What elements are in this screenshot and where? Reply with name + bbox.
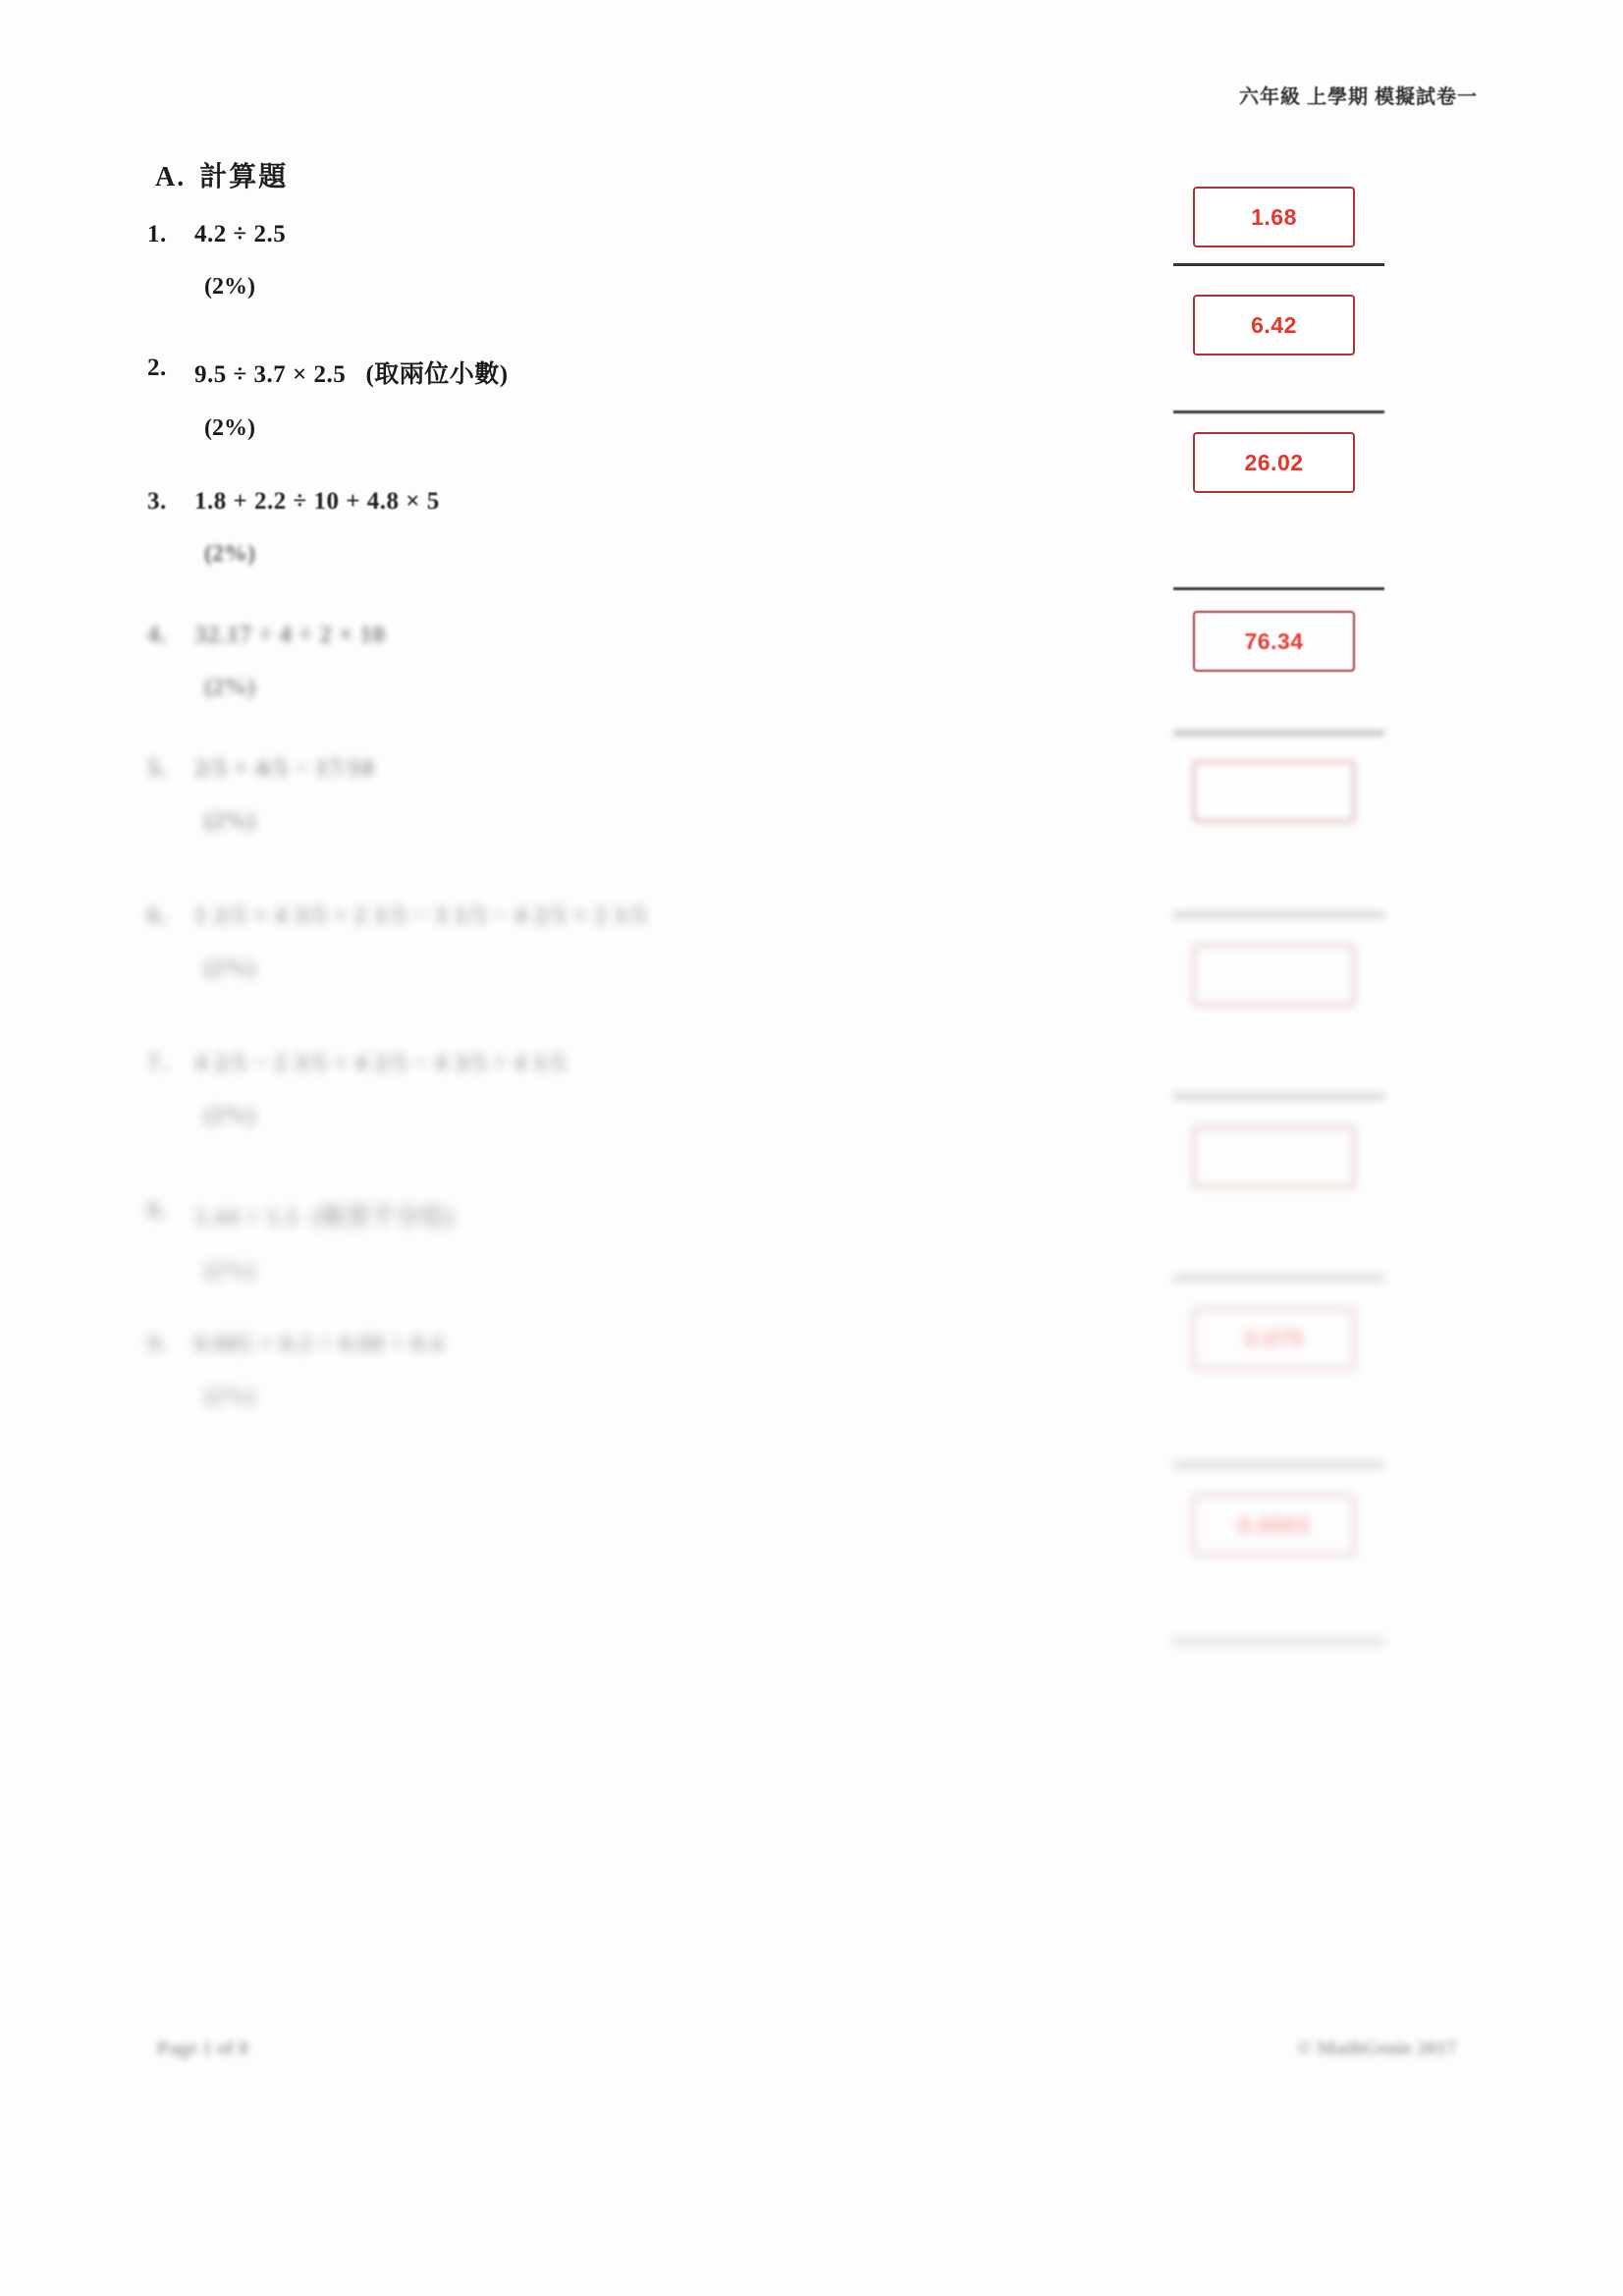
question-marks: (2%) xyxy=(204,808,255,834)
question-list xyxy=(147,221,1129,1464)
question-item xyxy=(147,355,1129,488)
question-number: 4. xyxy=(147,622,167,648)
question-marks: (2%) xyxy=(204,1103,255,1128)
answer-rule xyxy=(1173,1277,1384,1280)
page-title: 六年級 上學期 模擬試卷一 xyxy=(1239,86,1478,108)
question-number: 8. xyxy=(147,1197,167,1224)
answer-rule xyxy=(1173,587,1384,590)
question-number: 7. xyxy=(147,1050,167,1076)
question-text: 9.5 ÷ 3.7 × 2.5 (取兩位小數) xyxy=(194,361,509,388)
section-label: 計算題 xyxy=(199,162,289,192)
answer-box[interactable] xyxy=(1193,295,1355,355)
answer-box[interactable] xyxy=(1193,1495,1355,1556)
answer-box[interactable] xyxy=(1193,945,1355,1006)
answer-value: 6.42 xyxy=(1251,311,1297,338)
answer-rule xyxy=(1173,1640,1384,1643)
question-marks: (2%) xyxy=(204,956,255,981)
question-text: 1.8 + 2.2 ÷ 10 + 4.8 × 5 xyxy=(194,488,440,515)
question-item xyxy=(147,902,1129,1050)
question-number: 2. xyxy=(147,355,167,381)
section-heading xyxy=(155,155,288,194)
answer-value: 26.02 xyxy=(1244,449,1304,475)
answer-rule xyxy=(1173,1463,1384,1466)
question-item xyxy=(147,1050,1129,1197)
question-item xyxy=(147,221,1129,355)
section-letter: A. xyxy=(155,162,187,192)
answer-value: 76.34 xyxy=(1244,628,1304,654)
question-text: 32.17 ÷ 4 ÷ 2 × 10 xyxy=(194,622,386,648)
question-marks: (2%) xyxy=(204,1258,255,1284)
question-marks: (2%) xyxy=(204,274,255,300)
question-item xyxy=(147,755,1129,902)
question-item xyxy=(147,488,1129,622)
question-item xyxy=(147,1197,1129,1331)
answer-box[interactable] xyxy=(1193,1308,1355,1369)
question-number: 6. xyxy=(147,902,167,929)
question-text: 4 2/5 − 2 3/5 + 4 2/5 − 4 3/5 ÷ 4 1/5 xyxy=(194,1050,567,1076)
answer-box[interactable] xyxy=(1193,187,1355,247)
question-marks: (2%) xyxy=(204,1384,255,1409)
question-item xyxy=(147,1331,1129,1464)
question-number: 5. xyxy=(147,755,167,782)
answer-box[interactable] xyxy=(1193,1126,1355,1187)
question-marks: (2%) xyxy=(204,541,255,567)
question-number: 3. xyxy=(147,488,167,515)
answer-rule xyxy=(1173,263,1384,266)
answer-box[interactable] xyxy=(1193,761,1355,822)
question-text: 2/5 + 4/5 − 17/10 xyxy=(194,755,374,782)
answer-box[interactable] xyxy=(1193,432,1355,493)
answer-value: 0.0003 xyxy=(1237,1511,1311,1538)
answer-box[interactable] xyxy=(1193,611,1355,672)
answer-rule xyxy=(1173,410,1384,413)
question-text: 0.005 × 0.2 ÷ 0.08 ÷ 0.4 xyxy=(194,1331,444,1357)
question-text: 1.44 ÷ 1.5 (取至千分位) xyxy=(194,1204,455,1230)
question-marks: (2%) xyxy=(204,675,255,700)
question-text: 1 2/5 + 4 3/5 + 2 1/5 − 3 1/5 − 4 2/5 × 2 1/5 xyxy=(194,902,647,929)
answer-rule xyxy=(1173,913,1384,916)
footer-page-number: Page 1 of 8 xyxy=(157,2038,248,2059)
answer-rule xyxy=(1173,1095,1384,1098)
answer-rule xyxy=(1173,732,1384,735)
question-number: 1. xyxy=(147,221,167,247)
question-text: 4.2 ÷ 2.5 xyxy=(194,221,287,247)
footer-copyright: © MathGenie 2017 xyxy=(1297,2038,1456,2059)
question-marks: (2%) xyxy=(204,415,255,441)
question-item xyxy=(147,622,1129,755)
answer-value: 0.075 xyxy=(1244,1325,1304,1351)
question-number: 9. xyxy=(147,1331,167,1357)
answer-value: 1.68 xyxy=(1251,203,1297,230)
